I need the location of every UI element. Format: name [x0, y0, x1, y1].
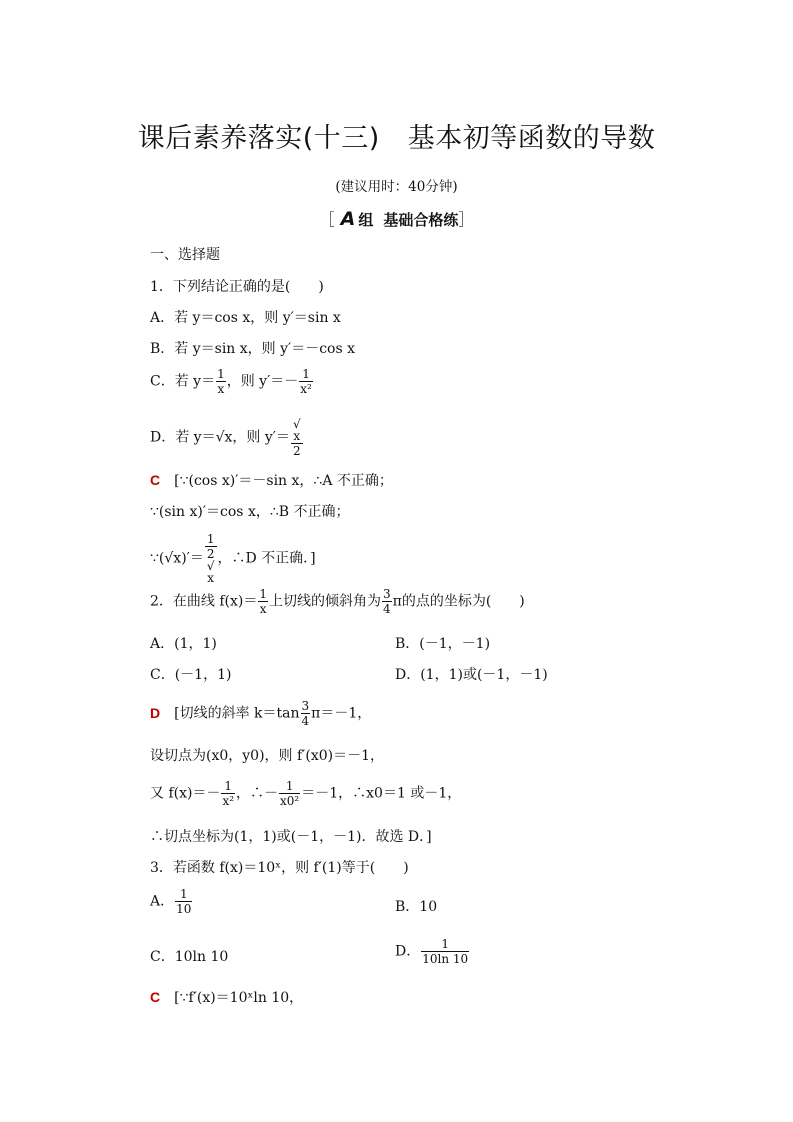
denominator: 10 [176, 902, 192, 916]
numerator [291, 418, 303, 444]
sqrt-icon: √ [292, 417, 301, 431]
denominator: 4 [383, 602, 391, 616]
q1-option-d [150, 418, 304, 457]
denominator: x [217, 382, 225, 396]
radicand: x [207, 571, 215, 585]
q2-s3-post: ＝－1，∴x0＝1 或－1， [301, 785, 462, 802]
sqrt-icon: √ [164, 550, 174, 567]
q3-option-c: C．10ln 10 [150, 949, 229, 965]
group-bracket-right: ］ [458, 210, 475, 229]
q1-c-mid: ，则 y′＝－ [226, 373, 299, 390]
fraction [291, 418, 303, 457]
numerator: 1 [221, 780, 235, 794]
title-series: 课后素养落实(十三) [137, 123, 380, 154]
q1-s3-pre: ∵( [150, 550, 165, 567]
q3-a-pre: A． [150, 893, 175, 910]
q2-solution-4: ∴切点坐标为(1，1)或(－1，－1)．故选 D．] [150, 829, 432, 845]
fraction [301, 700, 311, 727]
denominator [205, 547, 217, 584]
page-title [0, 116, 793, 155]
fraction [221, 780, 235, 807]
numerator: 1 [259, 587, 267, 601]
numerator: 1 [279, 780, 300, 794]
denominator: 2 [292, 444, 301, 458]
numerator: 1 [421, 938, 469, 952]
q1-answer: C [150, 472, 161, 488]
group-name: 组 [358, 211, 374, 229]
title-topic: 基本初等函数的导数 [407, 123, 656, 154]
denominator: x [259, 602, 267, 616]
fraction [175, 888, 192, 915]
group-bracket-left: ［ [318, 210, 335, 229]
q2-stem-mid: 上切线的倾斜角为 [269, 593, 381, 610]
fraction [382, 588, 392, 615]
q1-d-pre: D．若 y＝ [150, 429, 216, 446]
radicand: x [293, 429, 301, 443]
q1-c-pre: C．若 y＝ [150, 373, 216, 390]
q1-option-b: B．若 y＝sin x，则 y′＝－cos x [150, 341, 356, 357]
q3-solution-text: [∵f′(x)＝10ˣln 10， [174, 990, 304, 1006]
fraction [421, 938, 469, 965]
q2-stem-post: π的点的坐标为( ) [392, 593, 525, 610]
numerator: 1 [217, 367, 225, 381]
numerator: 3 [301, 699, 310, 713]
q2-option-a: A．(1，1) [150, 636, 217, 652]
denominator: x0² [280, 794, 300, 808]
denominator: 4 [301, 714, 310, 728]
q2-option-b: B．(－1，－1) [395, 636, 491, 652]
sqrt-icon: √ [215, 429, 225, 446]
q3-d-pre: D． [395, 943, 421, 960]
denominator: x² [222, 794, 235, 808]
q1-option-c [150, 368, 314, 395]
q2-solution-3 [150, 780, 461, 807]
group-letter: A [340, 208, 356, 230]
q2-solution-1 [150, 700, 371, 727]
q1-s3-post: ，∴D 不正确．] [217, 550, 316, 567]
group-heading [0, 207, 793, 230]
denominator: 10ln 10 [422, 952, 469, 966]
q1-solution-2: ∵(sin x)′＝cos x，∴B 不正确； [150, 504, 350, 520]
q1-option-a: A．若 y＝cos x，则 y′＝sin x [150, 310, 341, 326]
q2-s1-pre: [切线的斜率 k＝tan [174, 705, 300, 722]
q2-solution-2: 设切点为(x0，y0)，则 f′(x0)＝－1， [150, 748, 384, 764]
q2-option-d: D．(1，1)或(－1，－1) [395, 667, 548, 683]
suggested-time: (建议用时：40分钟) [335, 179, 458, 195]
q3-solution-1 [150, 987, 303, 1007]
q2-s3-pre: 又 f(x)＝－ [150, 785, 221, 802]
q2-s1-post: π＝－1， [311, 705, 372, 722]
q1-stem: 1．下列结论正确的是( ) [150, 279, 324, 295]
q3-stem: 3．若函数 f(x)＝10ˣ，则 f′(1)等于( ) [150, 860, 409, 876]
q2-answer: D [150, 704, 161, 721]
coefficient: 2 [206, 547, 215, 561]
q1-s3-mid: x)′＝ [173, 550, 204, 567]
q3-answer: C [150, 989, 161, 1005]
group-label: 基础合格练 [383, 211, 459, 229]
q3-option-b: B．10 [395, 899, 438, 915]
numerator: 1 [299, 368, 313, 382]
q2-stem [150, 588, 525, 615]
q1-solution-text: [∵(cos x)′＝－sin x，∴A 不正确； [174, 473, 393, 489]
q2-option-c: C．(－1，1) [150, 667, 232, 683]
q1-solution-3 [150, 533, 316, 584]
section-heading: 一、选择题 [150, 247, 220, 263]
denominator: x² [300, 382, 312, 396]
fraction [299, 368, 313, 395]
numerator: 3 [383, 587, 391, 601]
fraction [205, 533, 217, 584]
q2-s3-mid: ，∴－ [236, 785, 279, 802]
fraction [216, 368, 226, 395]
q1-solution-1 [150, 470, 393, 490]
q2-stem-pre: 2．在曲线 f(x)＝ [150, 593, 258, 610]
q1-d-mid: x，则 y′＝ [224, 429, 290, 446]
numerator: 1 [175, 888, 192, 902]
sqrt-icon: √ [206, 559, 215, 573]
numerator: 1 [205, 533, 217, 547]
fraction [279, 780, 300, 807]
fraction [258, 588, 268, 615]
q3-option-a [150, 888, 193, 915]
q3-option-d [395, 938, 470, 965]
